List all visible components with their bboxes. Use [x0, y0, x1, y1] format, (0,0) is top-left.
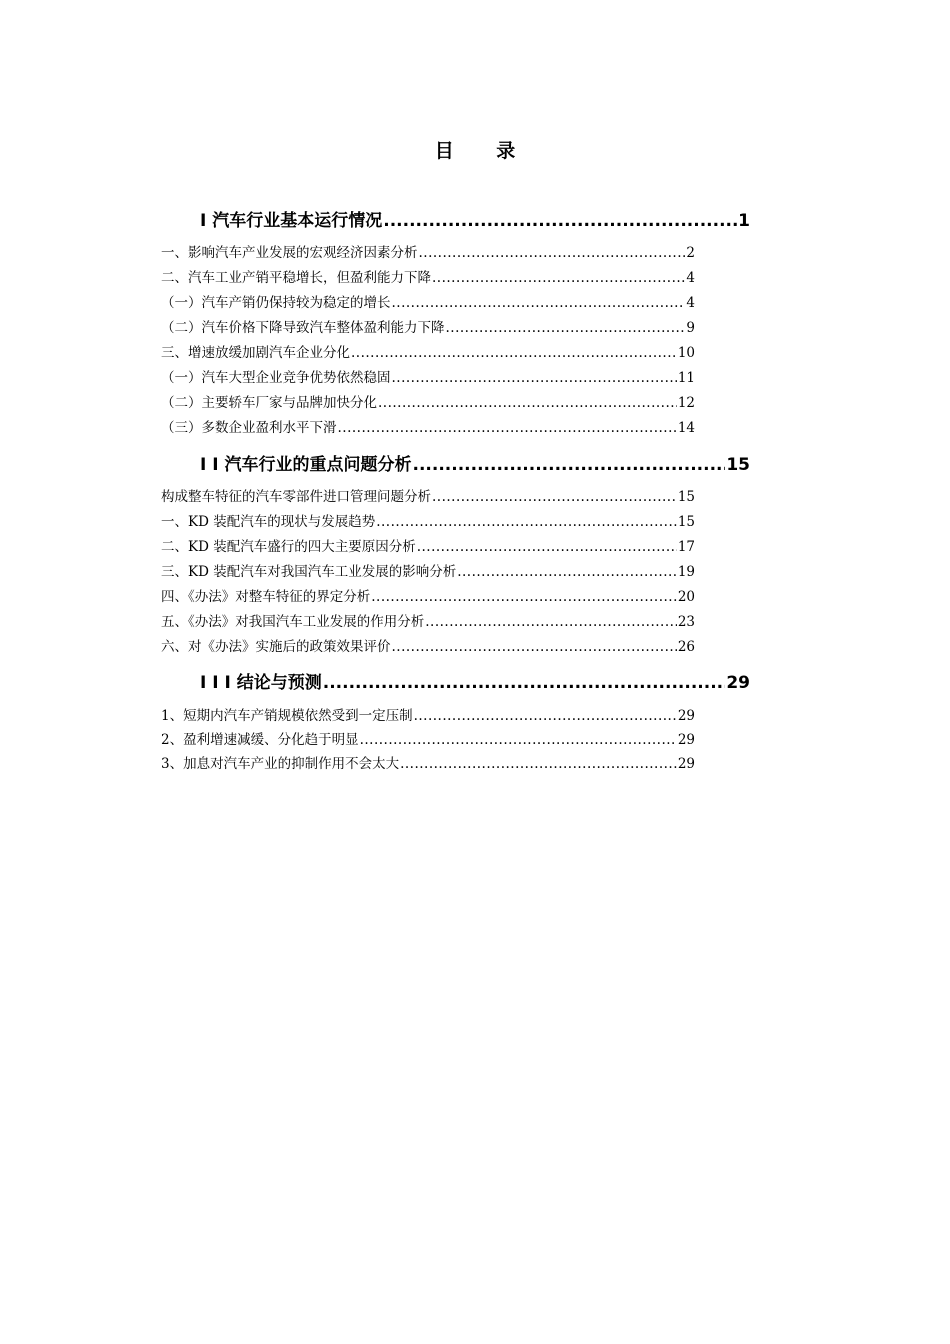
toc-item-label: 3、加息对汽车产业的抑制作用不会太大 [161, 756, 400, 772]
toc-page-number: 20 [677, 589, 695, 605]
toc-title: 目 录 [434, 140, 534, 162]
toc-item-label: （三）多数企业盈利水平下滑 [161, 420, 337, 436]
toc-leader [383, 211, 737, 230]
toc-item-label: 一、KD 装配汽车的现状与发展趋势 [161, 514, 376, 530]
toc-part-label: I I I 结论与预测 [200, 673, 322, 692]
toc-subitem[interactable] [161, 416, 695, 436]
toc-part-3[interactable] [200, 668, 750, 692]
toc-item-label: 三、KD 装配汽车对我国汽车工业发展的影响分析 [161, 564, 457, 580]
toc-page-number: 17 [677, 539, 695, 555]
toc-part-label: I 汽车行业基本运行情况 [200, 211, 383, 230]
toc-leader [392, 639, 677, 655]
toc-item-label: 二、汽车工业产销平稳增长，但盈利能力下降 [161, 270, 431, 286]
toc-part-label: I I 汽车行业的重点问题分析 [200, 455, 412, 474]
toc-item[interactable] [161, 635, 695, 655]
toc-item-label: 四、《办法》对整车特征的界定分析 [161, 589, 371, 605]
toc-item-label: 二、KD 装配汽车盛行的四大主要原因分析 [161, 539, 416, 555]
toc-page-number: 15 [677, 489, 695, 505]
toc-subitem[interactable] [161, 391, 695, 411]
toc-item-label: 五、《办法》对我国汽车工业发展的作用分析 [161, 614, 425, 630]
toc-item[interactable] [161, 241, 695, 261]
toc-page-number: 4 [686, 295, 695, 311]
toc-page-number: 11 [677, 370, 695, 386]
toc-leader [360, 732, 677, 748]
toc-subitem[interactable] [161, 316, 695, 336]
toc-page-number: 14 [677, 420, 695, 436]
toc-page-number: 4 [686, 270, 695, 286]
toc-page-number: 29 [677, 756, 695, 772]
toc-page-number: 9 [686, 320, 695, 336]
toc-page-number: 29 [677, 732, 695, 748]
toc-subitem[interactable] [161, 291, 695, 311]
toc-item[interactable] [161, 704, 695, 724]
toc-leader [323, 673, 726, 692]
toc-part-1[interactable] [200, 206, 750, 230]
toc-leader [371, 589, 677, 605]
toc-item-label: （一）汽车大型企业竞争优势依然稳固 [161, 370, 391, 386]
toc-item-label: （二）主要轿车厂家与品牌加快分化 [161, 395, 377, 411]
toc-leader [392, 370, 677, 386]
toc-leader [446, 320, 686, 336]
toc-item-label: （二）汽车价格下降导致汽车整体盈利能力下降 [161, 320, 445, 336]
toc-item-label: 一、影响汽车产业发展的宏观经济因素分析 [161, 245, 418, 261]
toc-item-label: 三、增速放缓加剧汽车企业分化 [161, 345, 350, 361]
toc-subitem[interactable] [161, 366, 695, 386]
toc-leader [414, 708, 677, 724]
toc-item[interactable] [161, 485, 695, 505]
toc-leader [425, 614, 677, 630]
toc-page-number: 10 [677, 345, 695, 361]
toc-item[interactable] [161, 341, 695, 361]
toc-page-number: 15 [677, 514, 695, 530]
toc-item[interactable] [161, 728, 695, 748]
toc-page-number: 1 [738, 211, 750, 230]
toc-page-number: 15 [726, 455, 750, 474]
toc-item[interactable] [161, 510, 695, 530]
toc-leader [432, 270, 685, 286]
toc-item[interactable] [161, 752, 695, 772]
toc-item-label: 2、盈利增速减缓、分化趋于明显 [161, 732, 359, 748]
toc-page-number: 29 [726, 673, 750, 692]
toc-item[interactable] [161, 560, 695, 580]
toc-leader [378, 395, 677, 411]
toc-page-number: 26 [677, 639, 695, 655]
toc-item-label: （一）汽车产销仍保持较为稳定的增长 [161, 295, 391, 311]
toc-leader [457, 564, 677, 580]
toc-leader [400, 756, 677, 772]
toc-page-number: 2 [686, 245, 695, 261]
toc-page-number: 23 [677, 614, 695, 630]
toc-leader [419, 245, 686, 261]
toc-item-label: 六、对《办法》实施后的政策效果评价 [161, 639, 391, 655]
toc-item[interactable] [161, 610, 695, 630]
toc-leader [351, 345, 677, 361]
toc-page-number: 19 [677, 564, 695, 580]
toc-part-2[interactable] [200, 450, 750, 474]
toc-leader [376, 514, 677, 530]
toc-item[interactable] [161, 585, 695, 605]
toc-leader [338, 420, 677, 436]
toc-page-number: 12 [677, 395, 695, 411]
toc-leader [417, 539, 677, 555]
toc-item-label: 1、短期内汽车产销规模依然受到一定压制 [161, 708, 413, 724]
toc-leader [413, 455, 726, 474]
toc-item-label: 构成整车特征的汽车零部件进口管理问题分析 [161, 489, 431, 505]
toc-item[interactable] [161, 535, 695, 555]
toc-leader [432, 489, 677, 505]
toc-page-number: 29 [677, 708, 695, 724]
toc-item[interactable] [161, 266, 695, 286]
toc-leader [392, 295, 686, 311]
